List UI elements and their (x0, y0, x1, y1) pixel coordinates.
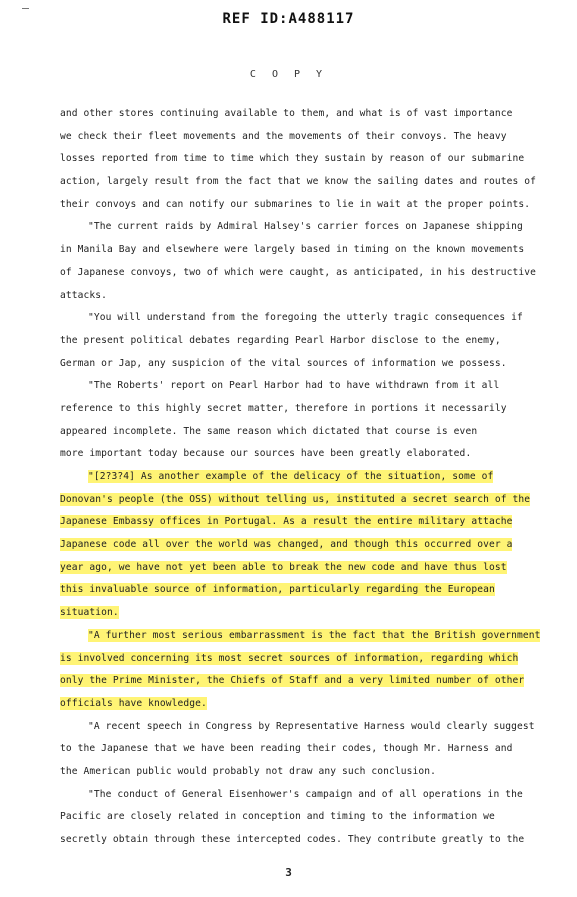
highlighted-line (60, 579, 530, 602)
highlighted-line (60, 557, 530, 580)
line-text: situation. (60, 607, 119, 619)
highlighted-line (60, 466, 530, 489)
text-line (60, 103, 530, 126)
line-text: we check their fleet movements and the movements of their convoys. The heavy (60, 130, 507, 142)
copy-label: C O P Y (249, 69, 328, 80)
line-text: "A recent speech in Congress by Representative Harness would clearly suggest (88, 720, 535, 732)
line-text: Donovan's people (the OSS) without telling us, instituted a secret search of the (60, 493, 531, 505)
text-line (60, 171, 536, 194)
line-text: "The Roberts' report on Pearl Harbor had to have withdrawn from it all (88, 380, 500, 392)
highlighted-line (60, 489, 530, 512)
line-text: year ago, we have not yet been able to break the new code and have thus lost (60, 561, 507, 573)
highlighted-line (60, 625, 541, 648)
line-text: "The current raids by Admiral Halsey's carrier forces on Japanese shipping (88, 221, 523, 233)
highlighted-line (60, 670, 530, 693)
line-text: losses reported from time to time which they sustain by reason of our submarine (60, 153, 525, 165)
scan-mark (22, 8, 29, 9)
page-number: 3 (285, 866, 292, 879)
highlighted-line (60, 602, 530, 625)
line-text: Japanese Embassy offices in Portugal. As a result the entire military attache (60, 516, 513, 528)
text-line (60, 307, 530, 330)
text-line (60, 126, 530, 149)
text-line (60, 262, 536, 285)
highlighted-line (60, 534, 530, 557)
line-text: is involved concerning its most secret sources of information, regarding which (60, 652, 519, 664)
highlighted-line (60, 648, 530, 671)
line-text: only the Prime Minister, the Chiefs of Staff and a very limited number of other (60, 675, 525, 687)
line-text: attacks. (60, 289, 108, 301)
line-text: and other stores continuing available to them, and what is of vast importance (60, 108, 513, 119)
text-line (60, 716, 535, 739)
highlighted-line (60, 693, 530, 716)
text-line (60, 738, 530, 761)
text-line (60, 330, 530, 353)
line-text: to the Japanese that we have been reading their codes, though Mr. Harness and (60, 743, 513, 755)
line-text: "A further most serious embarrassment is the fact that the British government (88, 629, 541, 641)
line-text: secretly obtain through these intercepted codes. They contribute greatly to the (60, 834, 525, 845)
text-line (60, 421, 530, 444)
line-text: more important today because our sources have been greatly elaborated. (60, 448, 472, 460)
line-text: German or Jap, any suspicion of the vital sources of information we possess. (60, 357, 507, 369)
line-text: in Manila Bay and elsewhere were largely based in timing on the known movements (60, 244, 525, 256)
highlighted-line (60, 511, 530, 534)
text-line (60, 761, 530, 784)
line-text: the American public would probably not draw any such conclusion. (60, 765, 437, 777)
line-text: "[2?3?4] As another example of the delicacy of the situation, some of (88, 471, 494, 482)
text-line (60, 353, 530, 376)
ref-id-header: REF ID:A488117 (222, 11, 355, 27)
line-text: officials have knowledge. (60, 697, 207, 709)
text-line (60, 239, 530, 262)
line-text: Japanese code all over the world was changed, and though this occurred over a (60, 539, 513, 551)
line-text: "You will understand from the foregoing the utterly tragic consequences if (88, 312, 523, 324)
text-line (60, 806, 530, 829)
line-text: this invaluable source of information, particularly regarding the European (60, 584, 495, 596)
text-line (60, 194, 530, 217)
text-line (60, 216, 530, 239)
text-line (60, 784, 530, 807)
line-text: the present political debates regarding Pearl Harbor disclose to the enemy, (60, 334, 501, 346)
line-text: appeared incomplete. The same reason which dictated that course is even (60, 425, 478, 437)
line-text: Pacific are closely related in conception and timing to the information we (60, 811, 495, 823)
text-line (60, 443, 530, 466)
line-text: action, largely result from the fact that we know the sailing dates and routes of (60, 176, 536, 188)
line-text: reference to this highly secret matter, therefore in portions it necessarily (60, 402, 507, 414)
line-text: of Japanese convoys, two of which were caught, as anticipated, in his destructive (60, 266, 536, 278)
text-line (60, 375, 530, 398)
line-text: their convoys and can notify our submarines to lie in wait at the proper points. (60, 198, 531, 210)
text-line (60, 398, 530, 421)
text-line (60, 148, 530, 171)
document-body (60, 103, 541, 852)
text-line (60, 829, 530, 852)
text-line (60, 285, 530, 308)
line-text: "The conduct of General Eisenhower's campaign and of all operations in the (88, 788, 523, 800)
